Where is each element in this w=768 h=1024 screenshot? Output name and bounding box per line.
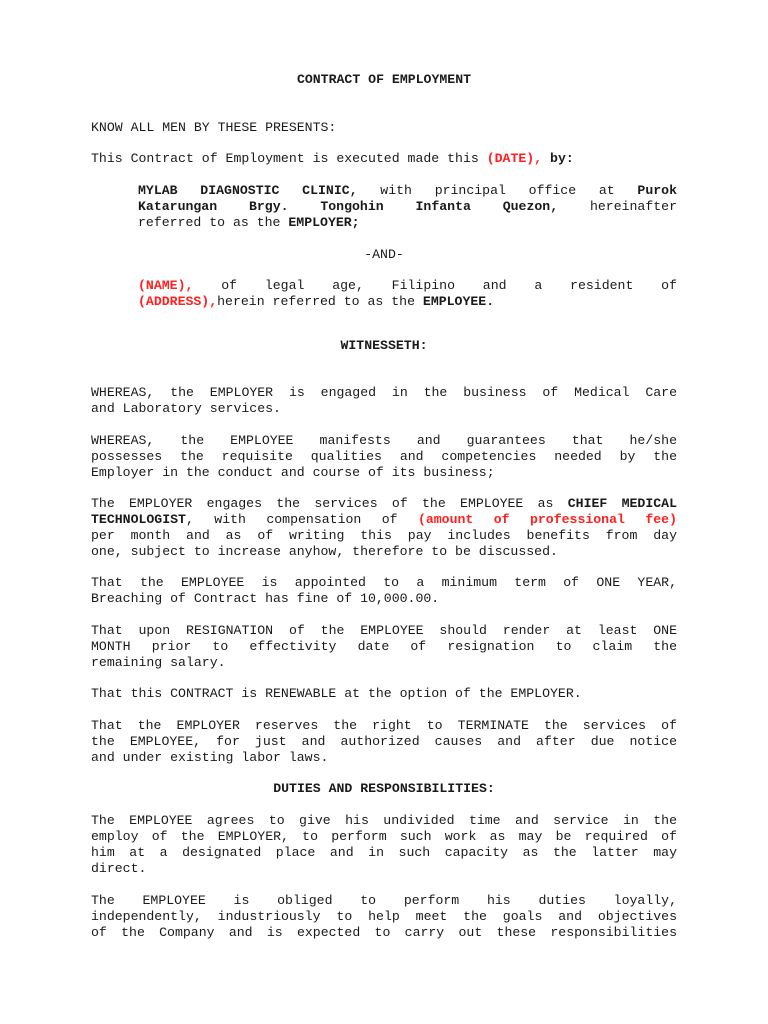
paragraph-3-line-1: The EMPLOYER engages the services of the EMPLOYEE as CHIEF MEDICAL	[91, 496, 677, 511]
paragraph-3-line-3: per month and as of writing this pay includes benefits from day	[91, 528, 677, 543]
paragraph-2-line-3: Employer in the conduct and course of its business;	[91, 465, 495, 480]
duties-heading: DUTIES AND RESPONSIBILITIES:	[273, 781, 495, 796]
paragraph-9-line-1: The EMPLOYEE is obliged to perform his duties loyally,	[91, 893, 677, 908]
employer-party-line-3: referred to as the EMPLOYER;	[138, 215, 360, 230]
paragraph-9-line-2: independently, industriously to help meet the goals and objectives	[91, 909, 677, 924]
paragraph-6: That this CONTRACT is RENEWABLE at the option of the EMPLOYER.	[91, 686, 582, 701]
paragraph-2-line-1: WHEREAS, the EMPLOYEE manifests and guarantees that he/she	[91, 433, 677, 448]
employer-party-line-1: MYLAB DIAGNOSTIC CLINIC, with principal office at Purok	[138, 183, 677, 198]
paragraph-4-line-1: That the EMPLOYEE is appointed to a minimum term of ONE YEAR,	[91, 575, 677, 590]
paragraph-8-line-2: employ of the EMPLOYER, to perform such work as may be required of	[91, 829, 677, 844]
document-title: CONTRACT OF EMPLOYMENT	[296, 72, 472, 87]
paragraph-5-line-1: That upon RESIGNATION of the EMPLOYEE should render at least ONE	[91, 623, 677, 638]
address-placeholder: (ADDRESS),	[138, 294, 218, 309]
paragraph-1-line-2: and Laboratory services.	[91, 401, 281, 416]
and-separator: -AND-	[364, 247, 404, 262]
paragraph-8-line-3: him at a designated place and in such capacity as the latter may	[91, 845, 677, 860]
paragraph-2-line-2: possesses the requisite qualities and competencies needed by the	[91, 449, 677, 464]
employer-party-line-2: Katarungan Brgy. Tongohin Infanta Quezon, hereinafter	[138, 199, 678, 214]
paragraph-8-line-1: The EMPLOYEE agrees to give his undivided time and service in the	[91, 813, 677, 828]
paragraph-3-line-2: TECHNOLOGIST, with compensation of (amount of professional fee)	[91, 512, 677, 527]
date-placeholder: (DATE),	[486, 151, 543, 166]
employee-party-line-2: (ADDRESS),herein referred to as the EMPLOYEE.	[138, 294, 495, 309]
paragraph-9-line-3: of the Company and is expected to carry out these responsibilities	[91, 925, 677, 940]
paragraph-5-line-2: MONTH prior to effectivity date of resignation to claim the	[91, 639, 677, 654]
opening-line: KNOW ALL MEN BY THESE PRESENTS:	[91, 120, 337, 135]
name-placeholder: (NAME),	[138, 278, 194, 293]
paragraph-7-line-3: and under existing labor laws.	[91, 750, 329, 765]
employee-party-line-1: (NAME), of legal age, Filipino and a resident of	[138, 278, 677, 293]
paragraph-8-line-4: direct.	[91, 861, 147, 876]
paragraph-5-line-3: remaining salary.	[91, 655, 226, 670]
paragraph-3-line-4: one, subject to increase anyhow, therefore to be discussed.	[91, 544, 558, 559]
paragraph-1-line-1: WHEREAS, the EMPLOYER is engaged in the business of Medical Care	[91, 385, 677, 400]
witnesseth-heading: WITNESSETH:	[340, 338, 428, 353]
paragraph-7-line-2: the EMPLOYEE, for just and authorized causes and after due notice	[91, 734, 677, 749]
fee-placeholder: (amount of professional fee)	[417, 512, 677, 527]
executed-line: This Contract of Employment is executed made this (DATE), by:	[91, 151, 574, 166]
paragraph-7-line-1: That the EMPLOYER reserves the right to TERMINATE the services of	[91, 718, 677, 733]
paragraph-4-line-2: Breaching of Contract has fine of 10,000.00.	[91, 591, 440, 606]
